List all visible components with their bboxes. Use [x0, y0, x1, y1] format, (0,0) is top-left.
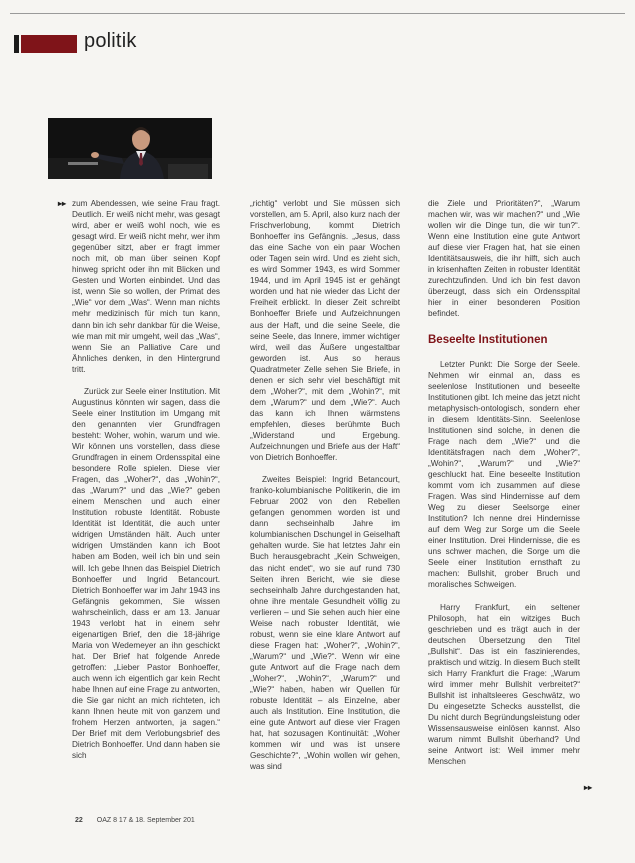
article-column-2 [250, 198, 400, 772]
issue-info: OAZ 8 17 & 18. September 201 [96, 817, 195, 824]
start-marker: ▸▸ [58, 199, 67, 208]
continue-marker: ▸▸ [584, 783, 593, 792]
top-rule [10, 13, 625, 14]
section-color-block [21, 35, 77, 53]
page-number: 22 [75, 817, 83, 824]
paragraph: Harry Frankfurt, ein seltener Philosoph, hat ein witziges Buch geschrieben und es trägt auch in der deutschen Übersetzung den Titel „Bullshit“. Das ist ein faszinierendes, praktisch und witzig. In diesem Buch stellt sich Harry Frankfurt die Frage: „Warum wird immer mehr Bullshit verbreitet?“ Bullshit ist inhaltsleeres Geschwätz, wo Du eingesetzte Schecks ausstellst, die Du nicht durch Begründungsleistung oder Wissensausweise einlösen kannst. Also warum nimmt Bullshit überhand? Und seine Antwort ist: Weil immer mehr Menschen [428, 602, 580, 767]
paragraph: Letzter Punkt: Die Sorge der Seele. Nehmen wir einmal an, dass es seelenlose Institutionen und beseelte Institutionen gibt. Ich meine das jetzt nicht metaphysisch-ontologisch, sondern eher in diesem Identitäts-Sinn. Seelenlose Institutionen sind solche, in denen die Frage nach dem „Wie?“ und die Identitätsfragen nach dem „Woher?“, „Wohin?“, „Warum?“ und „Wie?“ geschluckt hat. Eine beseelte Institution kommt vom ich zusammen auf diese Fragen. Was sind Hindernisse auf dem Weg zu dieser Seelsorge einer Institution? Ich nenne drei Hindernisse auf dem Weg zur Sorge um die Seele einer Institution. Drei Hindernisse, die es uns schwer machen, die Sorge um die Seele einer Institution ernsthaft zu machen: Bullshit, grober Bruch und moralisches Schweigen. [428, 359, 581, 590]
section-title: politik [84, 30, 137, 52]
article-column-3 [428, 198, 580, 767]
section-marker-bar [14, 35, 19, 53]
subheading: Beseelte Institutionen [428, 333, 548, 346]
paragraph: zum Abendessen, wie seine Frau fragt. Deutlich. Er weiß nicht mehr, was gesagt wird, aber er weiß wohl noch, wie es gesagt wird. Er weiß nicht mehr, wer ihm gegenüber sitzt, aber er fragt immer noch mit, ob man über seinen Kopf hinweg spricht oder ihn mit Blicken und Gesten und Worten einbindet. Und das ist, wenn Sie so wollen, der Primat des „Wie“ vor dem „Was“. Wenn man nichts mehr medizinisch für mich tun kann, dann bin ich sehr dankbar für die Weise, wie man mit mir umgeht, weil das „Was“, wenn Sie an Palliative Care und Ähnliches denken, in den Hintergrund tritt. [72, 199, 220, 374]
page-footer [75, 817, 195, 824]
speaker-photo [48, 118, 212, 179]
paragraph: Zurück zur Seele einer Institution. Mit Augustinus könnten wir sagen, dass die Seele einer Institution im Umgang mit den genannten vier Grundfragen besteht: Woher, wohin, warum und wie. Wir können uns vorstellen, dass diese Grundfragen in einem Ordensspital eine besondere Rolle spielen. Diese vier Fragen, das „Woher?“, das „Wohin?“, das „Warum?“ und das „Wie?“ geben einem Menschen und auch einer Institution robuste Identität. Robuste Identität ist Identität, die auch unter widrigen Umständen hält. Auch unter widrigen Umständen kann ich Boot haben am Boden, weil ich bin und sein will. Ich gebe Ihnen das Beispiel Dietrich Bonhoeffer und Ingrid Betancourt. Dietrich Bonhoeffer war im Jahr 1943 ins Gefängnis gekommen, Sie wissen wahrscheinlich, dass er am 13. Januar 1943 verlobt hat in einem sehr eigenartigen Brief, den die 18-jährige Maria von Wedemeyer an ihn geschickt hat. Der Brief hat folgende Anrede getroffen: „Lieber Pastor Bonhoeffer, auch wenn ich eigentlich gar kein Recht habe Ihnen auf eine Frage zu antworten, die Sie gar nicht an mich richteten, ich kann Ihnen heute mit von ganzem und frohem Herzen antworten, ja sagen.“ Der Brief mit dem Verlobungsbrief des Dietrich Bonhoeffer. Und dann haben sie sich [72, 386, 220, 761]
paragraph: die Ziele und Prioritäten?“, „Warum machen wir, was wir machen?“ und „Wie wollen wir die Dinge tun, die wir tun?“. Wenn eine Institution eine gute Antwort auf diese vier Fragen hat, hat sie einen Identitätsausweis, die ihr hilft, sich auch in krisenhaften Zeiten in robuster Identität zurechtzufinden. Und ich bin fest davon überzeugt, dass sich ein Ordensspital hier in einer besonderen Position befindet. [428, 199, 580, 319]
article-column-1 [72, 198, 220, 761]
paragraph: Zweites Beispiel: Ingrid Betancourt, franko-kolumbianische Politikerin, die im Februar 2002 von den Rebellen gefangen genommen worden ist und dann sechseinhalb Jahre im kolumbianischen Dschungel in Geiselhaft gehalten wurde. Sie hat letztes Jahr ein Buch herausgebracht „Kein Schweigen, das nicht endet“, wo sie auf rund 730 Seiten ihren Bericht, wie sie diese sechseinhalb Jahre durchgestanden hat, ohne ihre mentale Gesundheit völlig zu verlieren – und Sie sehen auch hier eine Weise nach robuster Identität, wie robust, wenn sie eine klare Antwort auf diese Fragen hat: „Woher?“, „Wohin?“, „Warum?“ und „Wie?“. Wenn wir eine gute Antwort auf die Frage nach dem „Woher?“, „Wohin?“, „Warum?“ und „Wie?“ haben, haben wir Quellen für robuste Identität – als Einzelne, aber auch als Institution. Eine Institution, die eine gute Antwort auf diese vier Fragen hat, hat sozusagen Kontinuität: „Woher kommen wir und was ist unsere Geschichte?“, „Wohin wollen wir gehen, was sind [250, 475, 400, 772]
paragraph: „richtig“ verlobt und Sie müssen sich vorstellen, am 5. April, also kurz nach der Frischverlobung, kommt Dietrich Bonhoeffer ins Gefängnis. „Jesus, dass das eine Sache von ein paar Wochen oder Tagen sein wird. Und es zieht sich, es wird Sommer 1943, es wird Sommer 1944, und im April 1945 ist er gehängt worden und hat nie wieder das Licht der Freiheit erblickt. In dieser Zeit schreibt Bonhoeffer Briefe und Aufzeichnungen aus der Haft, und die seine Seele, die seine Seele, das Innere, immer wichtiger wird, weil das Äußere ungestaltbar geworden ist. Aus so heraus Quadratmeter Zelle sehen Sie Briefe, in denen er sich sehr viel beschäftigt mit dem „Woher?“, mit dem „Wohin?“, mit dem „Warum?“ und dem „Wie?“. Auch das kann ich Ihnen wärmstens empfehlen, dieses berühmte Buch „Widerstand und Ergebung. Aufzeichnungen und Briefe aus der Haft“ von Dietrich Bonhoeffer. [250, 199, 400, 463]
